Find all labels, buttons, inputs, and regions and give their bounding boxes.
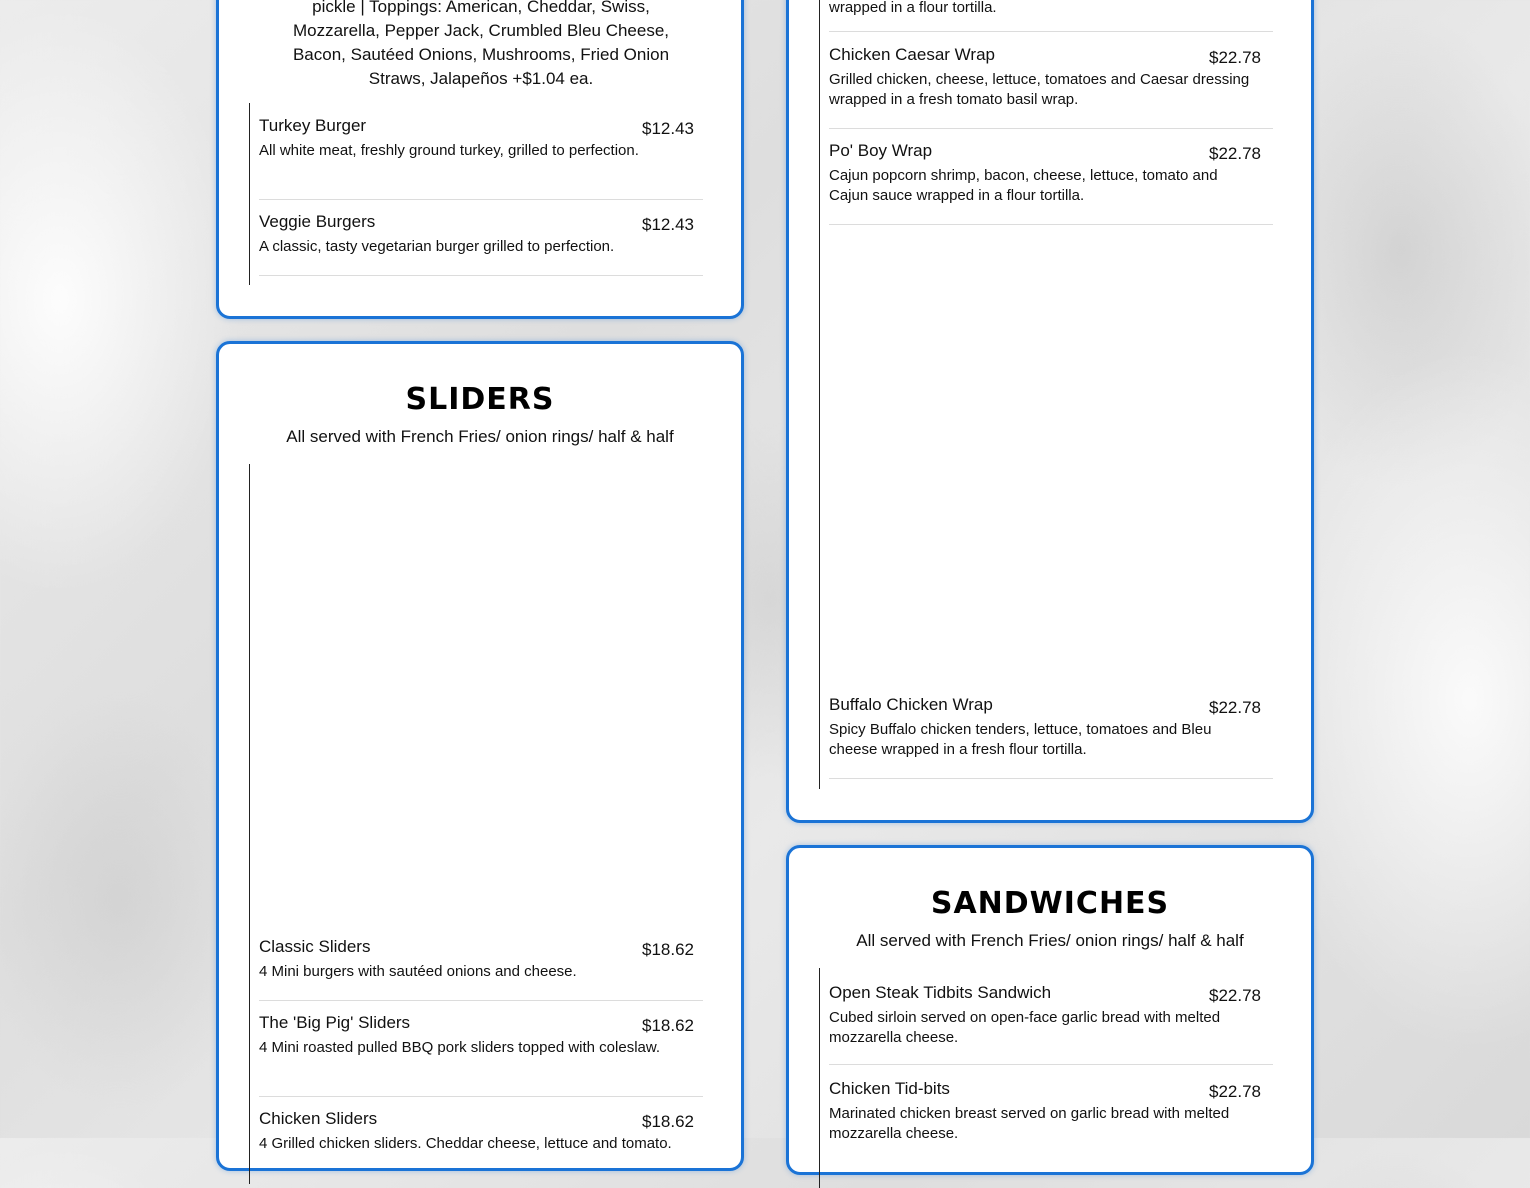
menu-item-price: $18.62 [642,940,694,959]
menu-item-price: $22.78 [1209,48,1261,67]
section-subtitle: All served with French Fries/ onion rings/ half & half [286,427,674,446]
menu-item-price: $12.43 [642,119,694,138]
menu-item-chicken-caesar-wrap[interactable] [829,45,1273,129]
menu-item-name: Buffalo Chicken Wrap [829,695,993,714]
menu-item-name: The 'Big Pig' Sliders [259,1013,411,1032]
menu-item-open-steak-tidbits-sandwich[interactable] [829,983,1273,1067]
menu-item-price: $12.43 [642,215,694,234]
menu-item-description: Grilled chicken, cheese, lettuce, tomatoes and Caesar dressing wrapped in a fresh tomato basil wrap. [829,71,1250,108]
menu-item-veggie-burgers[interactable] [259,212,703,276]
item-separator [829,128,1273,129]
menu-item-chicken-tid-bits[interactable] [829,1079,1273,1163]
menu-item-price: $22.78 [1209,1082,1261,1101]
menu-item-name: Po' Boy Wrap [829,141,933,160]
menu-item-chicken-sliders[interactable] [259,1109,703,1173]
menu-item-description: Cajun popcorn shrimp, bacon, cheese, lettuce, tomato and Cajun sauce wrapped in a flour tortilla. [829,167,1218,204]
wraps-divider-line [819,0,820,789]
menu-item-po-boy-wrap[interactable] [829,141,1273,225]
menu-item-buffalo-chicken-wrap[interactable] [829,695,1273,779]
menu-item-name: Classic Sliders [259,937,371,956]
sliders-card [216,341,744,1171]
item-separator [829,31,1273,32]
menu-item-description: Spicy Buffalo chicken tenders, lettuce, tomatoes and Bleu cheese wrapped in a fresh flour tortilla. [829,721,1212,758]
section-subtitle: All served with French Fries/ onion rings/ half & half [856,931,1244,950]
menu-item-name: Veggie Burgers [259,212,376,231]
item-separator [829,224,1273,225]
menu-item-description: All white meat, freshly ground turkey, grilled to perfection. [259,142,639,159]
menu-item-description: A classic, tasty vegetarian burger grilled to perfection. [259,238,615,255]
menu-item-name: Chicken Sliders [259,1109,378,1128]
menu-item-price: $18.62 [642,1016,694,1035]
sandwiches-divider-line [819,968,820,1188]
item-separator [829,778,1273,779]
menu-item-price: $22.78 [1209,986,1261,1005]
item-separator [259,199,703,200]
menu-item-description: 4 Grilled chicken sliders. Cheddar cheese, lettuce and tomato. [259,1135,672,1152]
menu-item-name: Open Steak Tidbits Sandwich [829,983,1052,1002]
menu-item-price: $18.62 [642,1112,694,1131]
menu-item-big-pig-sliders[interactable] [259,1013,703,1097]
menu-item-wrap-previous [829,0,1273,33]
sliders-divider-line [249,464,250,1184]
menu-item-description: Cubed sirloin served on open-face garlic bread with melted mozzarella cheese. [829,1009,1221,1046]
menu-item-description: 4 Mini burgers with sautéed onions and cheese. [259,963,577,980]
item-separator [259,275,703,276]
menu-item-price: $22.78 [1209,698,1261,717]
menu-item-description: 4 Mini roasted pulled BBQ pork sliders topped with coleslaw. [259,1039,661,1056]
wraps-card [786,0,1314,823]
menu-item-name: Turkey Burger [259,116,367,135]
item-separator [259,1000,703,1001]
burgers-divider-line [249,103,250,285]
burgers-card [216,0,744,319]
menu-item-description: wrapped in a flour tortilla. [829,0,997,16]
menu-item-turkey-burger[interactable] [259,116,703,200]
sandwiches-card [786,845,1314,1175]
burger-toppings-note: pickle | Toppings: American, Cheddar, Swiss, Mozzarella, Pepper Jack, Crumbled Bleu Cheese, Bacon, Sautéed Onions, Mushrooms, Fried Onion Straws, Jalapeños +$1.04 ea. [292,0,670,88]
menu-item-name: Chicken Caesar Wrap [829,45,995,64]
section-title: SANDWICHES [930,886,1170,921]
menu-item-description: Marinated chicken breast served on garlic bread with melted mozzarella cheese. [829,1105,1230,1142]
menu-item-name: Chicken Tid-bits [829,1079,950,1098]
item-separator [829,1064,1273,1065]
menu-item-price: $22.78 [1209,144,1261,163]
item-separator [259,1096,703,1097]
section-title: SLIDERS [405,382,555,417]
menu-item-classic-sliders[interactable] [259,937,703,1001]
